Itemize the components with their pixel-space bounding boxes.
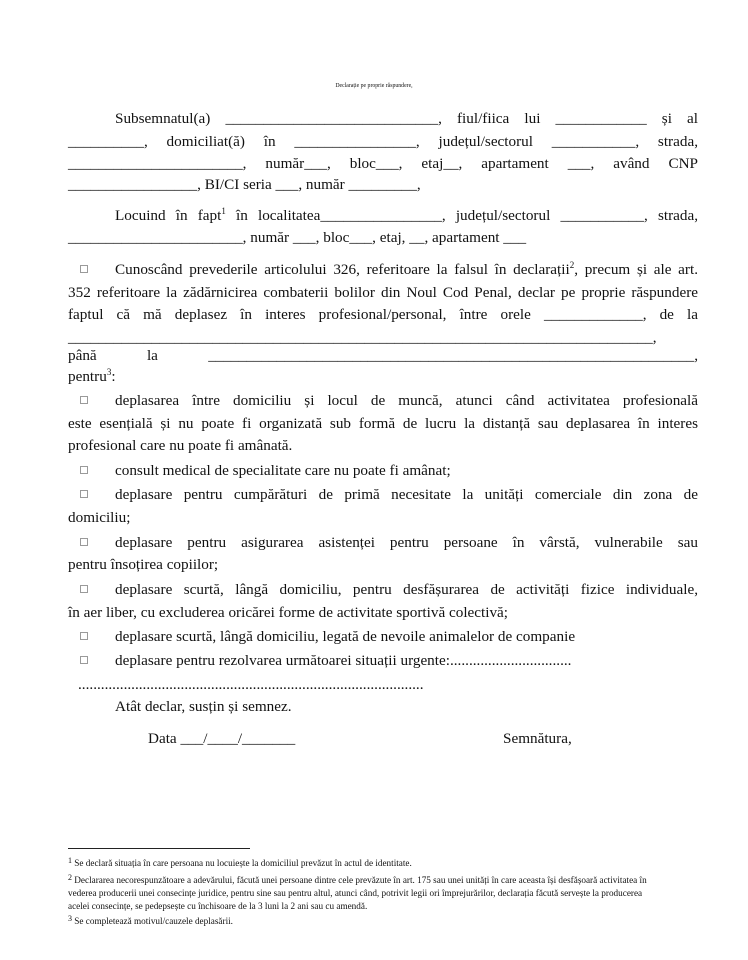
reason-exercise-line-1: deplasare scurtă, lângă domiciliu, pentru desfășurarea de activități fizice individuale,: [115, 581, 698, 598]
checkbox-reason-shopping[interactable]: [80, 490, 88, 498]
document-title: Declarație pe proprie răspundere,: [335, 83, 413, 89]
footnote-divider: [68, 848, 250, 849]
reason-urgent-continuation: ...........................................................................................: [78, 676, 424, 693]
residence-line-1: [115, 207, 698, 225]
personal-line-4: _________________, BI/CI seria ___, număr _________,: [68, 176, 421, 193]
footnote-2-line-3: acelei consecințe, se pedepsește cu închisoare de la 3 luni la 2 ani sau cu amendă.: [68, 901, 368, 911]
pentru-colon: :: [111, 368, 116, 385]
statement-line-1: [115, 261, 698, 279]
footnote-3: [68, 915, 233, 927]
footnote-ref-3: 3: [106, 367, 112, 377]
statement-text-b: , precum și ale art.: [574, 261, 698, 278]
checkbox-statement[interactable]: [80, 265, 88, 273]
statement-line-6: [68, 368, 116, 386]
footnote-2-line-1: [68, 874, 647, 886]
reason-work-line-2: este esențială și nu poate fi organizată sub formă de lucru la distanță sau deplasarea în interes: [68, 415, 698, 432]
footnote-1: [68, 857, 412, 869]
footnote-2-text-1: Declararea necorespunzătoare a adevărului, făcută unei persoane dintre cele prevăzute în art. 175 sau unei unități în care aceasta își desfășoară activitatea în: [74, 875, 647, 885]
footnote-2-line-2: vederea producerii unei consecințe juridice, pentru sine sau pentru altul, atunci când, potrivit legii ori împrejurărilor, declarația făcută servește la producerea: [68, 888, 643, 898]
statement-line-2: 352 referitoare la zădărnicirea combaterii bolilor din Noul Cod Penal, declar pe proprie răspundere: [68, 284, 698, 301]
reason-pets: deplasare scurtă, lângă domiciliu, legată de nevoile animalelor de companie: [115, 628, 576, 645]
personal-line-2: __________, domiciliat(ă) în ________________, județul/sectorul ___________, strada,: [68, 133, 698, 150]
reason-assistance-line-2: pentru însoțirea copiilor;: [68, 556, 219, 573]
reason-exercise-line-2: în aer liber, cu excluderea oricărei forme de activitate sportivă colectivă;: [68, 604, 509, 621]
footnote-ref-1: 1: [221, 206, 226, 216]
residence-label: Locuind în fapt: [115, 207, 222, 224]
statement-line-3: faptul că mă deplasez în interes profesional/personal, între orele _____________, de la: [68, 306, 698, 323]
reason-assistance-line-1: deplasare pentru asigurarea asistenței pentru persoane în vârstă, vulnerabile sau: [115, 534, 698, 551]
pentru-label: pentru: [68, 368, 107, 385]
checkbox-reason-assistance[interactable]: [80, 538, 88, 546]
personal-line-3: _______________________, număr___, bloc___, etaj__, apartament ___, având CNP: [68, 155, 698, 172]
reason-shopping-line-1: deplasare pentru cumpărături de primă necesitate la unități comerciale din zona de: [115, 486, 698, 503]
signature-label: Semnătura,: [503, 730, 572, 747]
residence-line-2: _______________________, număr ___, bloc___, etaj, __, apartament ___: [68, 229, 527, 246]
footnote-3-number: 3: [68, 914, 72, 923]
date-field: Data ___/____/_______: [148, 730, 296, 747]
reason-medical: consult medical de specialitate care nu poate fi amânat;: [115, 462, 451, 479]
statement-line-4: _____________________________________________________________________________,: [68, 329, 657, 346]
checkbox-reason-medical[interactable]: [80, 466, 88, 474]
reason-shopping-line-2: domiciliu;: [68, 509, 131, 526]
statement-line-5: până la ________________________________________________________________,: [68, 347, 698, 364]
checkbox-reason-pets[interactable]: [80, 632, 88, 640]
checkbox-reason-work[interactable]: [80, 396, 88, 404]
footnote-3-text: Se completează motivul/cauzele deplasării.: [74, 916, 233, 926]
footnote-1-text: Se declară situația în care persoana nu locuiește la domiciliul prevăzut în actul de identitate.: [74, 858, 412, 868]
personal-line-1: Subsemnatul(a) ____________________________, fiul/fiica lui ____________ și al: [115, 110, 698, 127]
residence-fields: în localitatea________________, județul/sectorul ___________, strada,: [225, 207, 699, 224]
reason-work-line-3: profesional care nu poate fi amânată.: [68, 437, 293, 454]
footnote-1-number: 1: [68, 856, 72, 865]
statement-text-a: Cunoscând prevederile articolului 326, referitoare la falsul în declarații: [115, 261, 570, 278]
footnote-2-number: 2: [68, 873, 72, 882]
reason-urgent: deplasare pentru rezolvarea următoarei situații urgente:................................: [115, 652, 572, 669]
footnote-ref-2: 2: [569, 260, 575, 270]
checkbox-reason-urgent[interactable]: [80, 656, 88, 664]
checkbox-reason-exercise[interactable]: [80, 585, 88, 593]
closing-statement: Atât declar, susțin și semnez.: [115, 698, 292, 715]
reason-work-line-1: deplasarea între domiciliu și locul de muncă, atunci când activitatea profesională: [115, 392, 698, 409]
